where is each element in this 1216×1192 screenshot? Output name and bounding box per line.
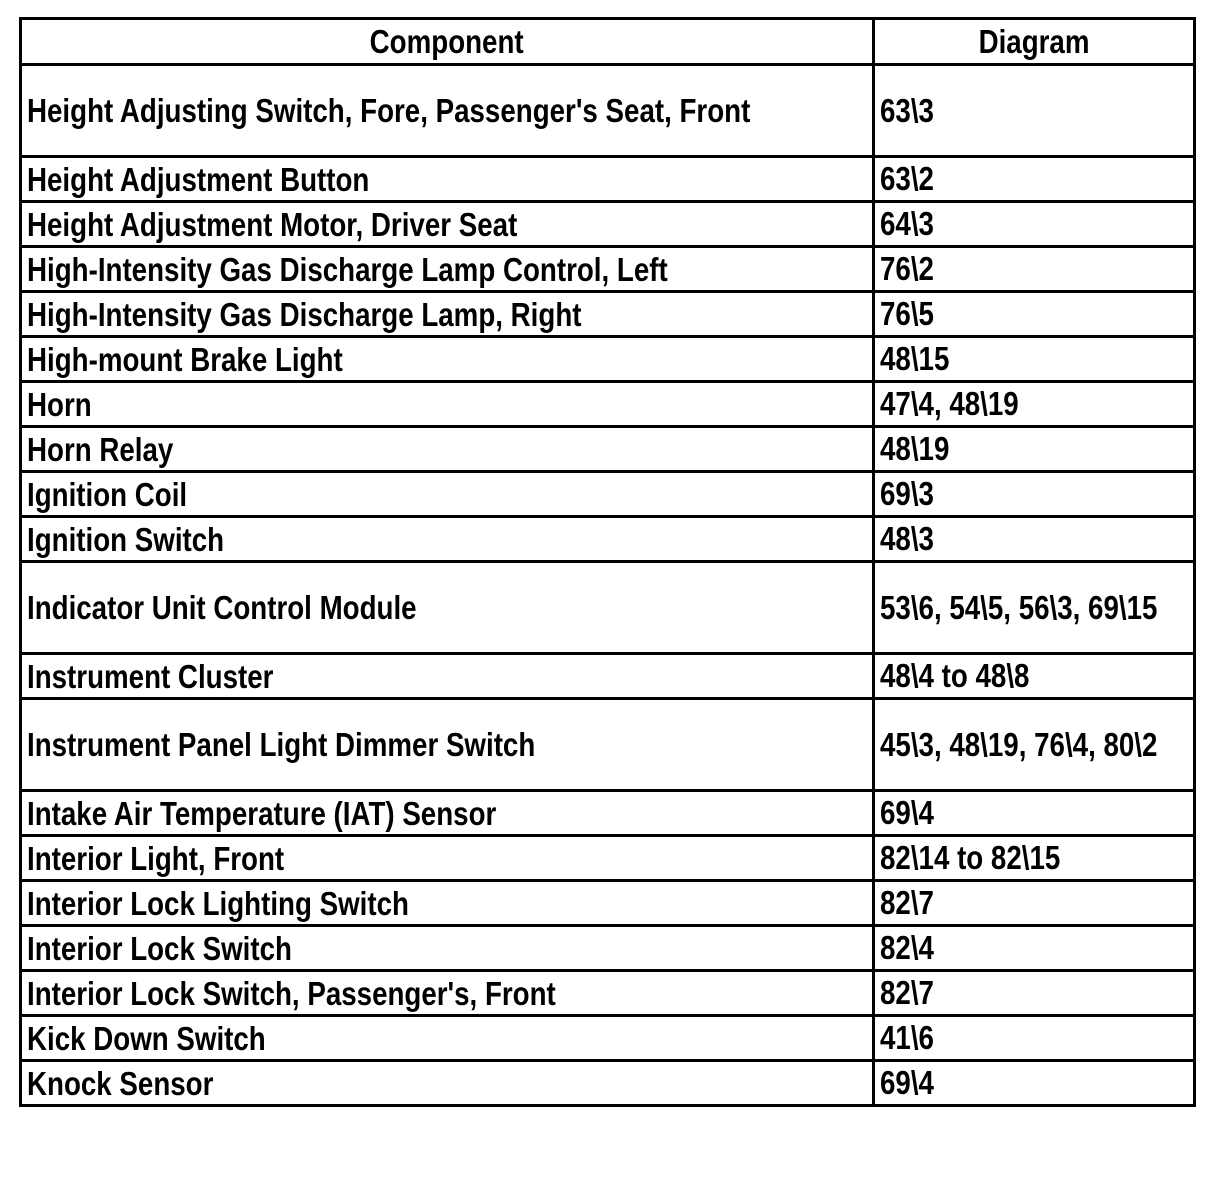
diagram-cell: 82\7 xyxy=(874,971,1195,1016)
table-row xyxy=(21,881,1195,926)
diagram-cell: 64\3 xyxy=(874,202,1195,247)
component-diagram-table xyxy=(19,17,1196,1107)
table-row xyxy=(21,292,1195,337)
diagram-column-header: Diagram xyxy=(874,19,1195,65)
component-column-header: Component xyxy=(21,19,874,65)
diagram-cell: 48\19 xyxy=(874,427,1195,472)
table-row xyxy=(21,562,1195,654)
component-cell: Interior Light, Front xyxy=(21,836,874,881)
table-row xyxy=(21,791,1195,836)
diagram-cell: 76\2 xyxy=(874,247,1195,292)
table-row xyxy=(21,337,1195,382)
diagram-cell: 53\6, 54\5, 56\3, 69\15 xyxy=(874,562,1195,654)
diagram-cell: 69\4 xyxy=(874,1061,1195,1106)
table-row xyxy=(21,1016,1195,1061)
component-cell: Height Adjusting Switch, Fore, Passenger's Seat, Front xyxy=(21,65,874,157)
table-row xyxy=(21,65,1195,157)
component-cell: Kick Down Switch xyxy=(21,1016,874,1061)
component-cell: Interior Lock Switch, Passenger's, Front xyxy=(21,971,874,1016)
table-row xyxy=(21,699,1195,791)
component-cell: Horn xyxy=(21,382,874,427)
diagram-cell: 47\4, 48\19 xyxy=(874,382,1195,427)
diagram-cell: 48\4 to 48\8 xyxy=(874,654,1195,699)
component-cell: High-Intensity Gas Discharge Lamp Control, Left xyxy=(21,247,874,292)
component-cell: Height Adjustment Button xyxy=(21,157,874,202)
table-row xyxy=(21,202,1195,247)
table-row xyxy=(21,1061,1195,1106)
component-cell: Instrument Cluster xyxy=(21,654,874,699)
diagram-cell: 82\4 xyxy=(874,926,1195,971)
component-cell: Horn Relay xyxy=(21,427,874,472)
diagram-cell: 48\15 xyxy=(874,337,1195,382)
table-row xyxy=(21,382,1195,427)
table-row xyxy=(21,517,1195,562)
component-cell: Ignition Coil xyxy=(21,472,874,517)
diagram-cell: 63\2 xyxy=(874,157,1195,202)
diagram-cell: 82\14 to 82\15 xyxy=(874,836,1195,881)
component-cell: Interior Lock Lighting Switch xyxy=(21,881,874,926)
component-cell: Indicator Unit Control Module xyxy=(21,562,874,654)
diagram-cell: 45\3, 48\19, 76\4, 80\2 xyxy=(874,699,1195,791)
table-header-row xyxy=(21,19,1195,65)
table-row xyxy=(21,654,1195,699)
table-row xyxy=(21,157,1195,202)
diagram-cell: 69\3 xyxy=(874,472,1195,517)
table-row xyxy=(21,836,1195,881)
component-cell: Interior Lock Switch xyxy=(21,926,874,971)
table-row xyxy=(21,427,1195,472)
diagram-cell: 41\6 xyxy=(874,1016,1195,1061)
component-cell: High-mount Brake Light xyxy=(21,337,874,382)
diagram-cell: 69\4 xyxy=(874,791,1195,836)
table-row xyxy=(21,247,1195,292)
component-cell: Knock Sensor xyxy=(21,1061,874,1106)
component-cell: Instrument Panel Light Dimmer Switch xyxy=(21,699,874,791)
diagram-cell: 82\7 xyxy=(874,881,1195,926)
component-cell: Intake Air Temperature (IAT) Sensor xyxy=(21,791,874,836)
table-row xyxy=(21,926,1195,971)
component-cell: High-Intensity Gas Discharge Lamp, Right xyxy=(21,292,874,337)
diagram-cell: 48\3 xyxy=(874,517,1195,562)
table-row xyxy=(21,472,1195,517)
component-cell: Ignition Switch xyxy=(21,517,874,562)
diagram-cell: 63\3 xyxy=(874,65,1195,157)
component-cell: Height Adjustment Motor, Driver Seat xyxy=(21,202,874,247)
diagram-cell: 76\5 xyxy=(874,292,1195,337)
table-row xyxy=(21,971,1195,1016)
